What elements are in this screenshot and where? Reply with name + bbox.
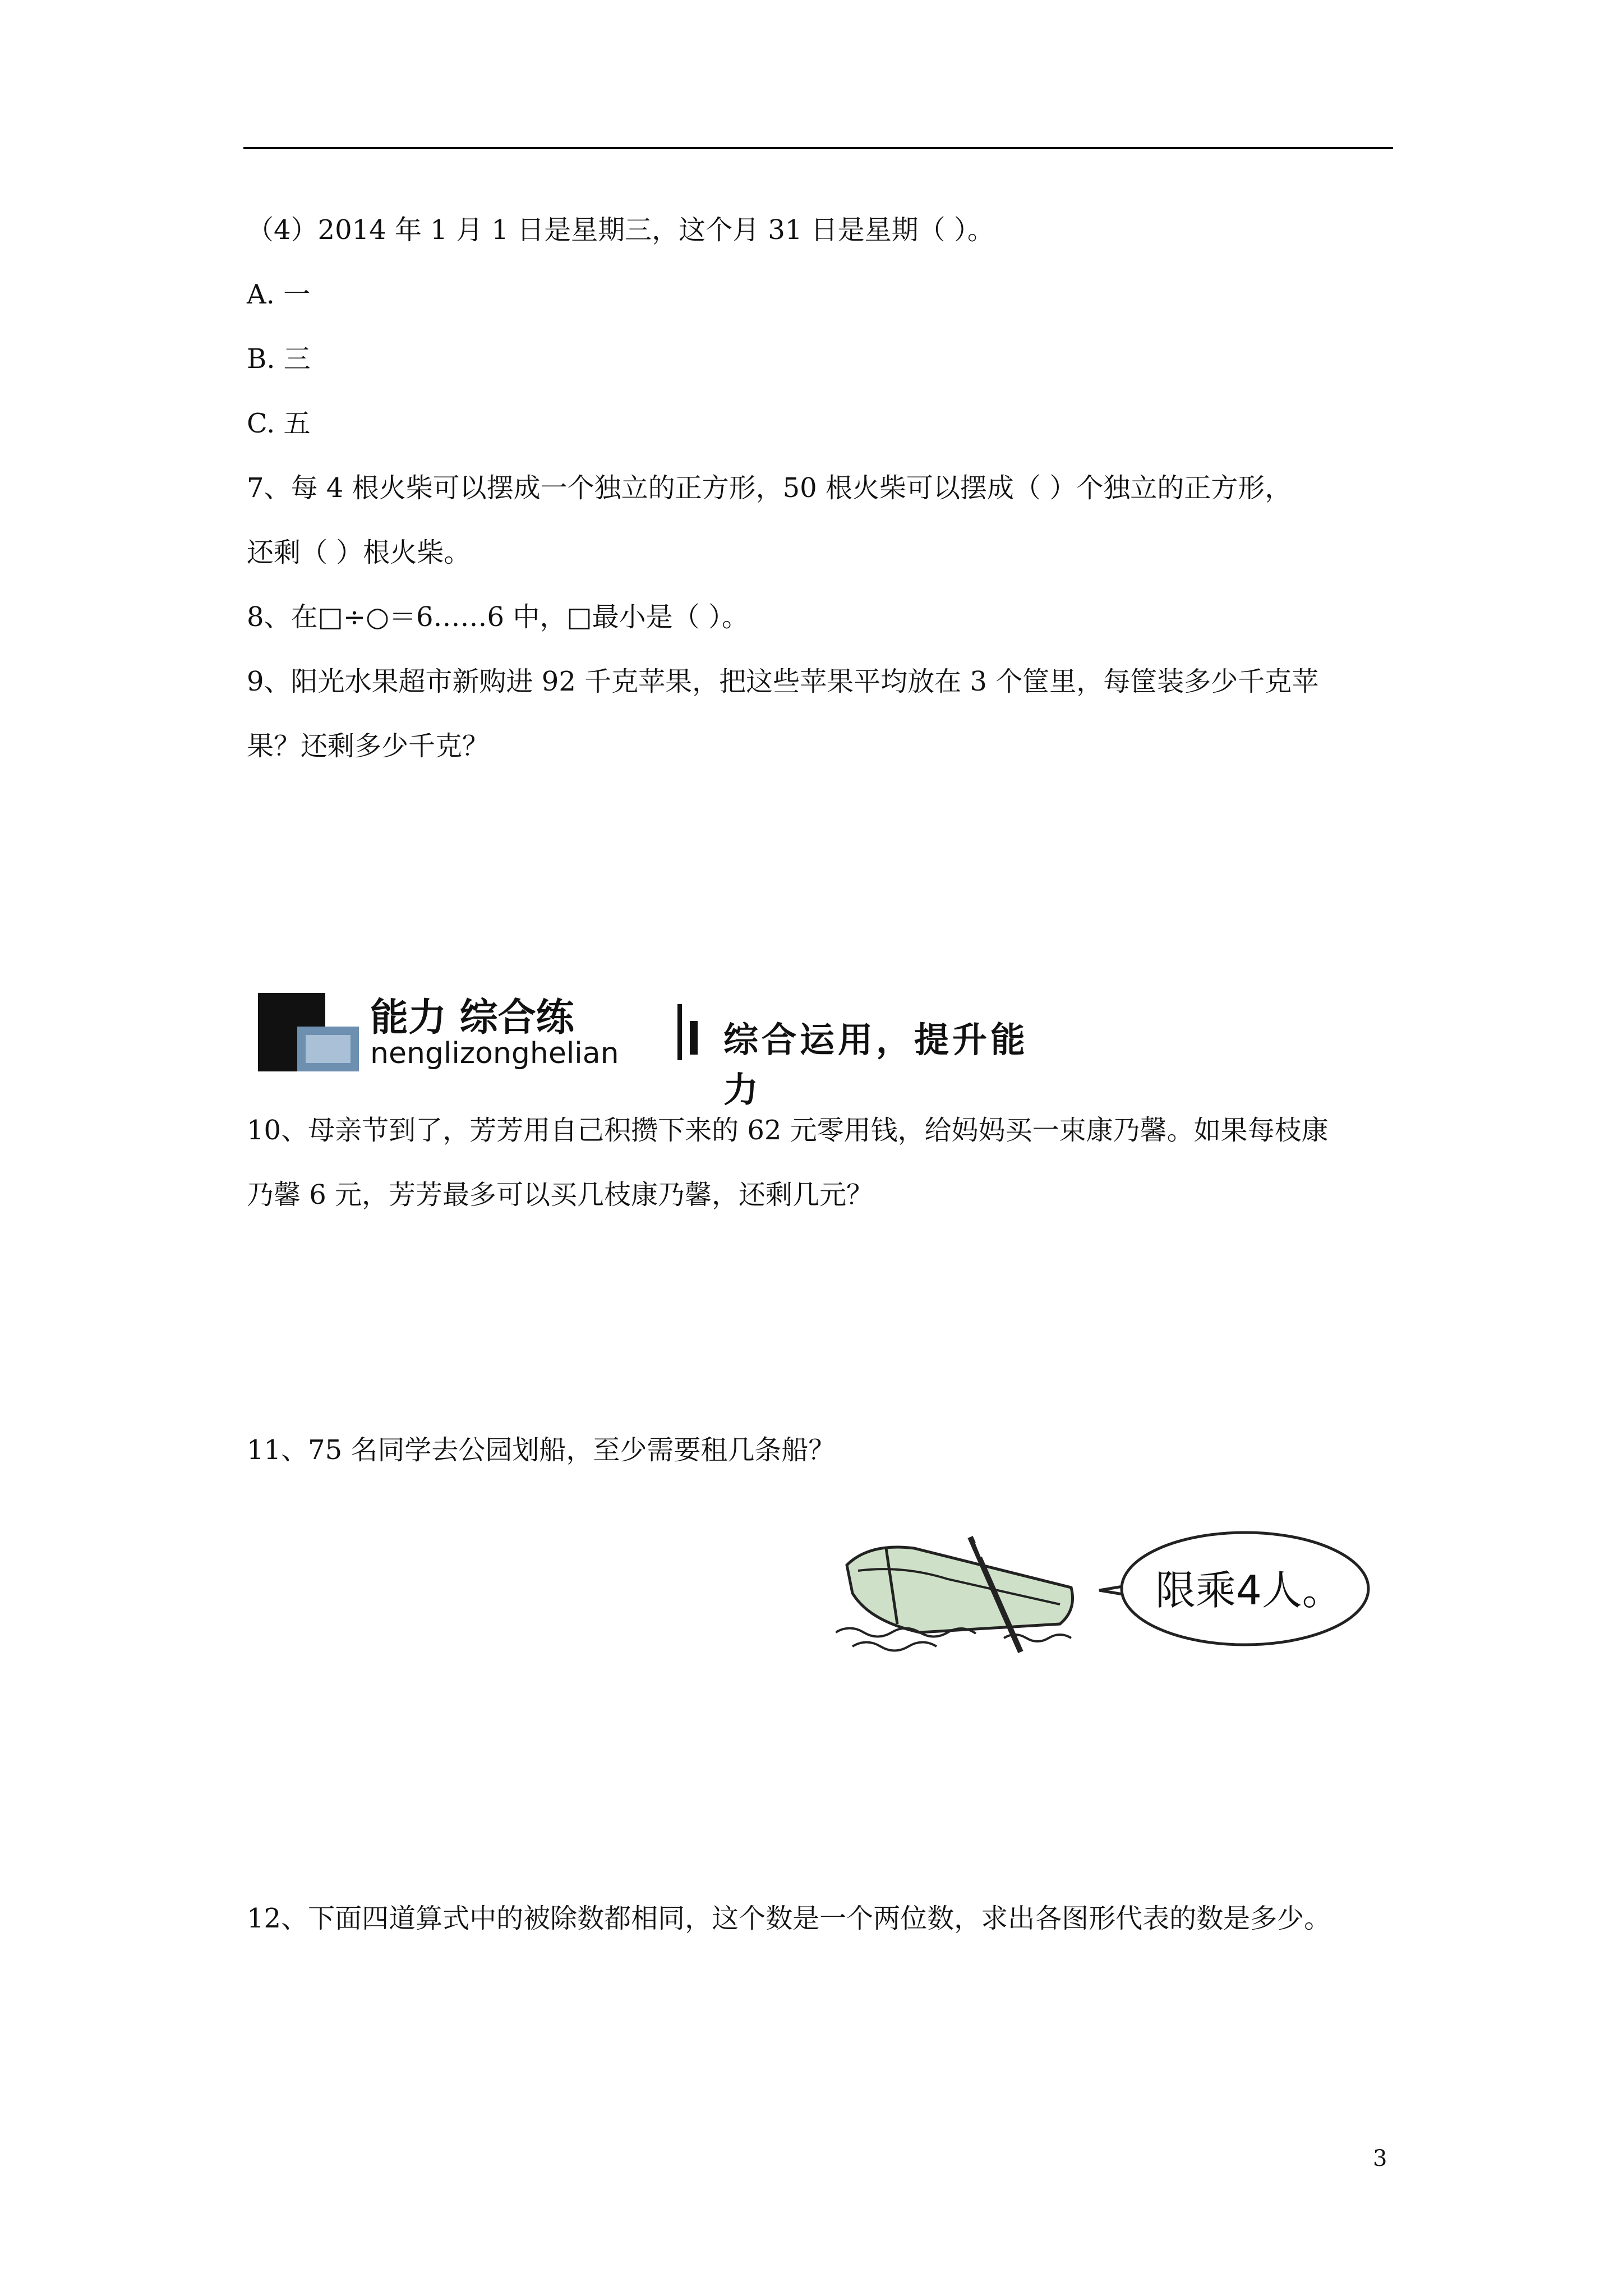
- question-4-option-c: C. 五: [247, 408, 311, 439]
- banner-divider-icon: [673, 999, 707, 1066]
- question-10-line-1: 10、母亲节到了，芳芳用自己积攒下来的 62 元零用钱，给妈妈买一束康乃馨。如果每枝康: [247, 1115, 1329, 1146]
- question-8: 8、在□÷○＝6……6 中，□最小是（ ）。: [247, 601, 749, 633]
- boat-bubble-text: 限乘4人。: [1155, 1567, 1343, 1614]
- section-banner: [258, 987, 1054, 1110]
- question-7-line-1: 7、每 4 根火柴可以摆成一个独立的正方形，50 根火柴可以摆成（ ）个独立的正方形，: [247, 472, 1292, 504]
- question-10-line-2: 乃馨 6 元，芳芳最多可以买几枝康乃馨，还剩几元？: [247, 1179, 874, 1211]
- question-12: 12、下面四道算式中的被除数都相同，这个数是一个两位数，求出各图形代表的数是多少。: [247, 1903, 1331, 1934]
- header-rule: [243, 147, 1393, 149]
- question-4-option-b: B. 三: [247, 343, 311, 375]
- banner-logo-icon: [258, 993, 365, 1077]
- banner-subtitle: 综合运用，提升能力: [723, 1019, 1029, 1110]
- banner-pinyin: nenglizonghelian: [370, 1037, 619, 1070]
- question-11: 11、75 名同学去公园划船，至少需要租几条船？: [247, 1434, 836, 1466]
- page-number: 3: [1373, 2146, 1387, 2171]
- question-9-line-1: 9、阳光水果超市新购进 92 千克苹果，把这些苹果平均放在 3 个筐里，每筐装多少千克苹: [247, 666, 1319, 697]
- question-4-stem: （4）2014 年 1 月 1 日是星期三，这个月 31 日是星期（ ）。: [247, 214, 994, 246]
- banner-title: 能力 综合练: [370, 996, 574, 1040]
- question-7-line-2: 还剩（ ）根火柴。: [247, 537, 471, 568]
- question-9-line-2: 果？还剩多少千克？: [247, 730, 490, 762]
- question-4-option-a: A. 一: [247, 279, 311, 310]
